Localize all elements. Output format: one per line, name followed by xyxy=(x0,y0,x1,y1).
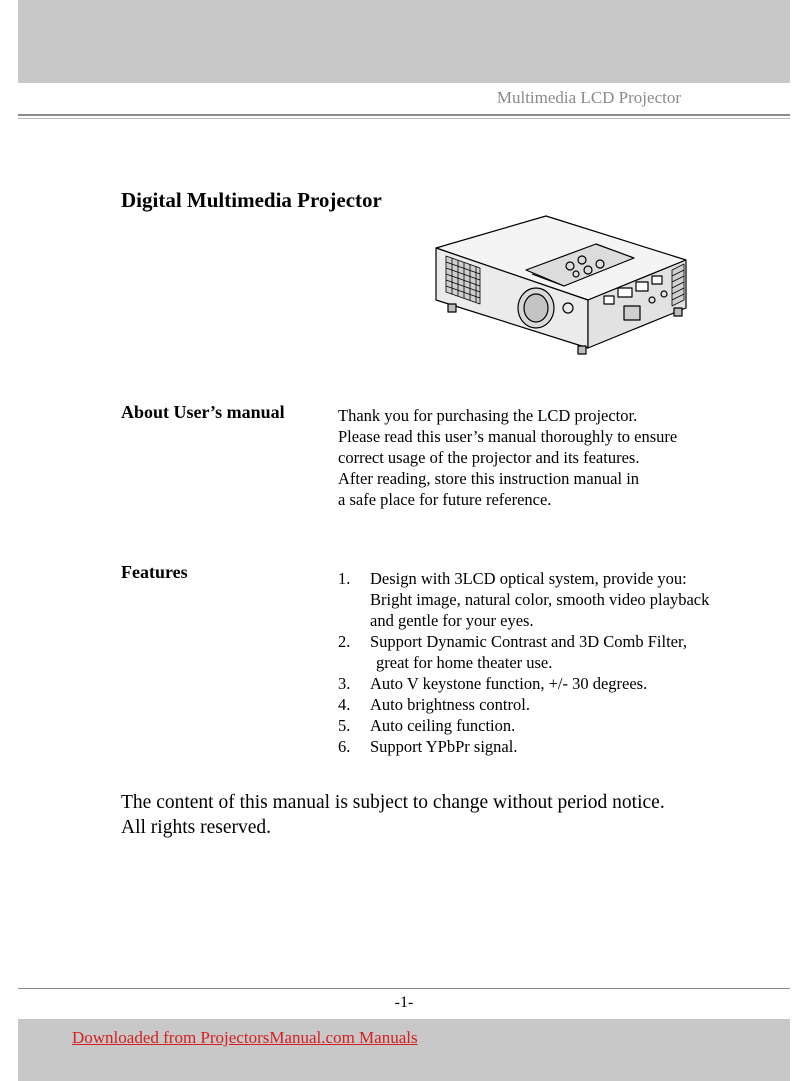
features-heading: Features xyxy=(121,562,188,582)
projector-illustration xyxy=(428,208,694,358)
feature-line: Auto V keystone function, +/- 30 degrees. xyxy=(370,674,648,693)
about-line: Please read this user’s manual thoroughly to ensure xyxy=(338,427,678,446)
footer-divider xyxy=(18,988,790,989)
feature-item xyxy=(338,673,778,694)
feature-item xyxy=(338,694,778,715)
feature-line: Bright image, natural color, smooth video playback xyxy=(370,590,710,609)
about-manual-heading: About User’s manual xyxy=(121,402,285,422)
header-divider-thin xyxy=(18,118,790,119)
feature-line: Auto ceiling function. xyxy=(370,716,516,735)
feature-number: 6. xyxy=(338,737,351,756)
about-line: After reading, store this instruction manual in xyxy=(338,469,640,488)
download-source-link[interactable]: Downloaded from ProjectorsManual.com Manuals xyxy=(72,1028,418,1047)
feature-number: 5. xyxy=(338,716,351,735)
feature-number: 4. xyxy=(338,695,351,714)
feature-item xyxy=(338,715,778,736)
about-line: Thank you for purchasing the LCD projector. xyxy=(338,406,638,425)
page-number: -1- xyxy=(394,994,414,1011)
top-gray-band xyxy=(18,0,790,83)
notice-line: All rights reserved. xyxy=(121,817,272,838)
feature-line: Support YPbPr signal. xyxy=(370,737,518,756)
feature-item xyxy=(338,568,778,631)
document-title: Digital Multimedia Projector xyxy=(121,188,382,212)
header-divider xyxy=(18,114,790,116)
feature-number: 3. xyxy=(338,674,351,693)
feature-line: great for home theater use. xyxy=(376,653,553,672)
feature-line: Support Dynamic Contrast and 3D Comb Filter, xyxy=(370,632,687,651)
feature-line: Design with 3LCD optical system, provide you: xyxy=(370,569,687,588)
feature-item xyxy=(338,631,778,673)
feature-line: Auto brightness control. xyxy=(370,695,530,714)
notice-line: The content of this manual is subject to change without period notice. xyxy=(121,792,665,813)
features-list xyxy=(338,568,778,757)
about-line: correct usage of the projector and its features. xyxy=(338,448,640,467)
change-notice xyxy=(121,790,665,840)
feature-line: and gentle for your eyes. xyxy=(370,611,534,630)
feature-item xyxy=(338,736,778,757)
about-manual-text xyxy=(338,405,758,510)
feature-number: 1. xyxy=(338,569,351,588)
running-header-title: Multimedia LCD Projector xyxy=(496,88,681,107)
feature-number: 2. xyxy=(338,632,351,651)
about-line: a safe place for future reference. xyxy=(338,490,552,509)
